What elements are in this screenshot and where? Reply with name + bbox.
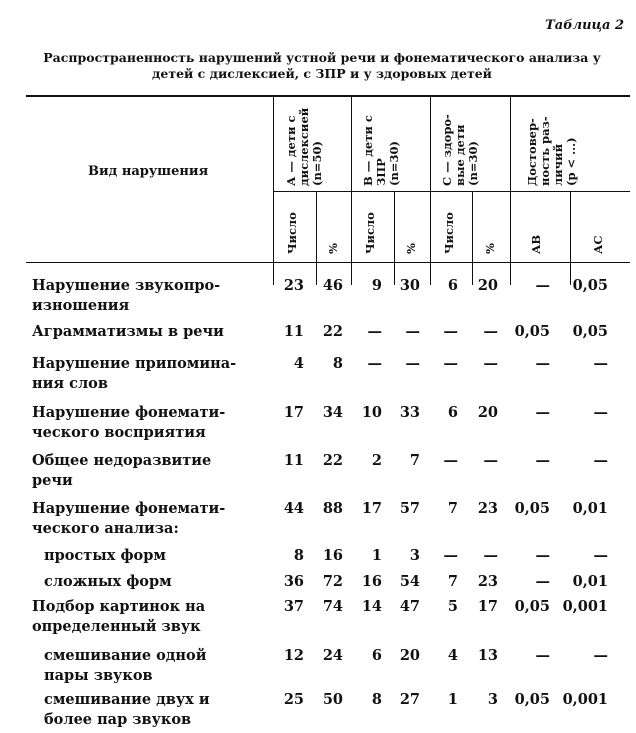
table-cell: 5 [447,598,458,615]
table-cell: 2 [371,452,382,469]
table-cell: 46 [322,277,343,294]
table-cell: 22 [322,452,343,469]
row-name-line: ческого анализа: [32,520,179,537]
subcolumn-divider-4 [570,191,571,285]
row-name-line: смешивание двух и [44,691,210,708]
table-cell: 8 [293,547,304,564]
table-cell: 20 [477,277,498,294]
caption-line-2: детей с дислексией, с ЗПР и у здоровых детей [152,66,492,81]
table-cell: 9 [371,277,382,294]
group-a-header-line: (n=50) [310,141,324,186]
caption-line-1: Распространенность нарушений устной речи и фонематического анализа у [43,50,601,65]
table-row [0,451,636,491]
row-name [32,499,262,539]
table-cell: 0,05 [572,323,608,340]
table-cell: — [535,404,550,421]
group-c-header-line: С — здоро- [440,114,454,186]
table-cell: 3 [487,691,498,708]
table-cell: 20 [477,404,498,421]
table-cell: 16 [322,547,343,564]
table-cell: 54 [399,573,420,590]
table-cell: 0,01 [572,573,608,590]
ac-header: АС [591,235,605,254]
row-name-line: ния слов [32,375,108,392]
row-name-line: более пар звуков [44,711,192,728]
table-cell: 30 [399,277,420,294]
table-cell: 33 [399,404,420,421]
table-caption [20,50,624,82]
table-cell: 36 [283,573,304,590]
row-name-line: смешивание одной [44,647,207,664]
row-name [32,403,262,443]
count-header-c: Число [442,212,456,254]
row-name-line: Общее недоразвитие [32,452,212,469]
table-cell: 17 [477,598,498,615]
table-cell: — [535,277,550,294]
row-name-line: Нарушение звукопро- [32,277,221,294]
group-divider-2 [351,96,352,285]
table-cell: 0,05 [514,598,550,615]
row-name-line: Нарушение фонемати- [32,404,226,421]
row-name-line: Нарушение припомина- [32,355,237,372]
row-name-line: Аграмматизмы в речи [32,323,224,340]
header-bottom-rule [26,262,630,263]
row-name-line: сложных форм [44,573,172,590]
table-row [0,499,636,539]
table-cell: 57 [399,500,420,517]
significance-header-line: личий [551,143,565,186]
subheader-rule [273,191,630,192]
table-row [0,597,636,637]
row-name-line: пары звуков [44,667,153,684]
table-cell: — [405,355,420,372]
row-name-line: Подбор картинок на [32,598,206,615]
table-cell: 11 [283,323,304,340]
table-cell: 3 [409,547,420,564]
significance-header [526,116,578,186]
row-name [32,451,262,491]
row-name-line: ческого восприятия [32,424,206,441]
table-cell: — [593,647,608,664]
table-cell: 47 [399,598,420,615]
table-cell: 0,001 [562,598,608,615]
table-cell: 7 [447,573,458,590]
table-cell: — [443,355,458,372]
table-cell: — [367,323,382,340]
row-label-header: Вид нарушения [88,164,209,179]
table-cell: 17 [361,500,382,517]
percent-header-a: % [326,243,340,254]
table-cell: — [483,547,498,564]
table-cell: 14 [361,598,382,615]
row-name [32,354,262,394]
table-cell: 6 [371,647,382,664]
table-cell: — [443,547,458,564]
group-a-header-line: дислексией [297,107,311,186]
table-cell: 0,05 [514,691,550,708]
table-cell: — [535,452,550,469]
row-name-line: простых форм [44,547,166,564]
table-cell: 72 [322,573,343,590]
group-divider-4 [510,96,511,285]
group-c-header [441,114,480,186]
table-label: Таблица 2 [545,18,624,33]
table-cell: 7 [447,500,458,517]
table-cell: 10 [361,404,382,421]
row-name-line: речи [32,472,73,489]
table-cell: — [593,547,608,564]
subcolumn-divider-1 [316,191,317,285]
group-c-header-line: вые дети [453,124,467,186]
table-cell: 23 [477,500,498,517]
table-cell: — [483,452,498,469]
table-cell: 34 [322,404,343,421]
row-name-line: изношения [32,297,130,314]
group-b-header-line: ЗПР [374,158,388,186]
table-cell: — [535,547,550,564]
ab-header: АВ [529,234,543,254]
group-b-header-line: (n=30) [387,141,401,186]
table-cell: 17 [283,404,304,421]
table-cell: 6 [447,404,458,421]
table-cell: 6 [447,277,458,294]
table-cell: 12 [283,647,304,664]
table-cell: 1 [447,691,458,708]
table-cell: — [535,355,550,372]
table-cell: — [443,452,458,469]
row-name-line: определенный звук [32,618,201,635]
table-cell: — [593,404,608,421]
group-b-header [362,115,401,186]
table-cell: 24 [322,647,343,664]
significance-header-line: Достовер- [525,118,539,186]
table-cell: — [535,647,550,664]
table-cell: 74 [322,598,343,615]
table-cell: 88 [322,500,343,517]
table-cell: 25 [283,691,304,708]
percent-header-c: % [483,243,497,254]
table-cell: — [483,355,498,372]
row-name [32,276,262,316]
table-row [0,690,636,730]
table-row [0,646,636,686]
subcolumn-divider-2 [394,191,395,285]
row-name-line: Нарушение фонемати- [32,500,226,517]
table-cell: 0,05 [514,323,550,340]
table-cell: 20 [399,647,420,664]
table-row [0,354,636,394]
row-name [32,322,262,342]
table-cell: 4 [447,647,458,664]
group-c-header-line: (n=30) [466,141,480,186]
significance-header-line: (р < ...) [564,137,578,186]
table-cell: — [483,323,498,340]
table-cell: — [405,323,420,340]
row-name [44,572,274,592]
row-name [44,690,274,730]
group-divider-1 [273,96,274,285]
table-cell: 22 [322,323,343,340]
table-cell: — [593,355,608,372]
count-header-a: Число [285,212,299,254]
table-cell: 11 [283,452,304,469]
row-name [32,597,262,637]
table-cell: 8 [332,355,343,372]
table-cell: 1 [371,547,382,564]
table-cell: 16 [361,573,382,590]
group-a-header [285,108,324,186]
table-cell: 0,001 [562,691,608,708]
row-name [44,546,274,566]
table-cell: 8 [371,691,382,708]
group-b-header-line: В — дети с [361,115,375,186]
table-row [0,403,636,443]
table-cell: — [443,323,458,340]
table-cell: 0,01 [572,500,608,517]
table-cell: 13 [477,647,498,664]
table-cell: — [593,452,608,469]
row-name [44,646,274,686]
table-cell: 7 [409,452,420,469]
percent-header-b: % [404,243,418,254]
table-cell: 4 [293,355,304,372]
table-cell: 50 [322,691,343,708]
table-cell: 0,05 [514,500,550,517]
table-cell: 23 [283,277,304,294]
top-rule [26,95,630,97]
significance-header-line: ность раз- [538,116,552,186]
group-a-header-line: А — дети с [284,115,298,186]
table-cell: 27 [399,691,420,708]
group-divider-3 [430,96,431,285]
table-cell: 37 [283,598,304,615]
table-cell: 23 [477,573,498,590]
table-cell: 44 [283,500,304,517]
count-header-b: Число [363,212,377,254]
table-row [0,276,636,316]
table-cell: — [535,573,550,590]
table-cell: 0,05 [572,277,608,294]
subcolumn-divider-3 [472,191,473,285]
table-cell: — [367,355,382,372]
